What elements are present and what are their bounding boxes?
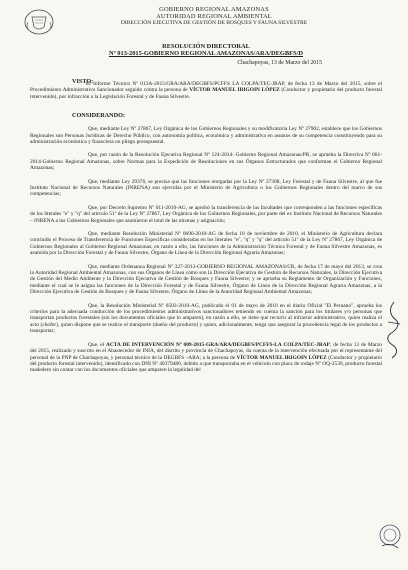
considerando-paragraph-7: Que, la Resolución Ministerial Nº 0503-2010-AG, publicado el 01 de mayo de 2010 en el diario Oficial "El Peruano", aprueba los criterios para la adecuada conducción de los procedimientos administrativos sancionadores teniendo en cuenta la sanción para los titulares y/o personas que transportan productos forestales (sin los documentos oficiales que lo amparen), en razón a ello, se tiene que recurrir al infractor administrativo, quien realiza el acto (chofer), quien dispone que se realice el transporte (dueño del producto) y quien, adicionalmente, tenga que asegurar la procedencia legal de los productos a transportar; <box>30 302 382 335</box>
p8-text-c: , de fecha 13 de Marzo del 2015, realizado y suscrito en el Abastecedor de INIA, del distrito y provincia de Chachapoyas, da cuenta de la intervención efectuada por el representante del personal de la PNP de Chachapoyas, y personal técnico de la DEGBFS –ARA; a la persona de <box>30 341 382 361</box>
considerando-label: CONSIDERANDO: <box>72 112 125 120</box>
p8-acta-number: ACTA DE INTERVENCIÓN Nº 009-2015-GRA/ARA/DEGBFS/PCFFS-LA COLPA/TEC-JRAP <box>105 341 330 348</box>
considerando-paragraph-4: Que, por Decreto Supremo Nº 011-2010-AG, se aprobó la transferencia de las facultades que corresponden a las funciones específicas de los literales "e" y "q" del artículo 51º de la Ley Nº 27867, Ley Orgánica de los Gobiernos Regionales, por parte del ex Instituto Nacional de Recursos Naturales – INRENA a los Gobiernos Regionales que asumieron el total de las mismas y asignación; <box>30 204 382 224</box>
considerando-paragraph-8 <box>30 342 382 374</box>
considerando-paragraph-6: Que, mediante Ordenanza Regional Nº 327-2013-GOBIERNO REGIONAL AMAZONAS/CR, de fecha 17 de mayo del 2013, se crea la Autoridad Regional Ambiental Amazonas, con sus Órganos de Línea como son la Dirección Ejecutiva de Gestión de Recursos Naturales, la Dirección Ejecutiva de Gestión del Medio Ambiente y la Dirección Ejecutiva de Gestión de Bosques y Fauna Silvestre; y se aprueba su Reglamento de Organización y Funciones, mediante el cual se le asigna las funciones de la Dirección Forestal y de Fauna Silvestre, Órgano de Línea de la Dirección Regional Agraria Amazonas, a la Dirección Ejecutiva de Gestión de Bosques y de Fauna Silvestre, Órgano de Línea de la Autoridad Regional Ambiental Amazonas; <box>30 263 382 296</box>
coat-of-arms-seal <box>22 8 56 36</box>
header-line-2: AUTORIDAD REGIONAL AMBIENTAL <box>156 13 272 20</box>
margin-stamp <box>378 520 402 550</box>
visto-person-name: VÍCTOR MANUEL IRIGOIN LÓPEZ <box>189 87 280 94</box>
header-line-1: GOBIERNO REGIONAL AMAZONAS <box>159 6 269 13</box>
visto-label: VISTO: <box>72 77 94 85</box>
header-line-3: DIRECCIÓN EJECUTIVA DE GESTIÓN DE BOSQUES Y FAUNA SILVESTRE <box>120 20 308 26</box>
letterhead <box>46 6 382 27</box>
considerando-paragraph-3: Que, mediante Ley 29376, se precisa que las funciones otorgadas por la Ley Nº 27308, Ley Forestal y de Fauna Silvestre, al que fue Instituto Nacional de Recursos Naturales (INRENA) son ejercidas por el Ministerio de Agricultura o los Gobiernos Regionales dentro del marco de sus competencias; <box>30 178 382 198</box>
resolution-title <box>30 43 382 57</box>
p8-text-e: (Conductor y propietario del producto forestal intervenido), identificado con DNI Nº 40379480, debido a que transportaba en el vehículo con placa de rodaje Nº OQ-2539, producto forestal madedero sin contar con los documentos oficiales que amparen la legalidad del <box>30 354 382 374</box>
visto-text-a: El Informe Técnico Nº 013A-2015/GRA/ARA/DEGBFS/PCFFS LA COLPA/TEC-JRAP, de fecha 13 de Marzo del 2015, sobre el Procedimiento Administrativo Sancionador seguido contra la persona de <box>30 80 382 94</box>
resolution-number: Nº 013-2015-GOBIERNO REGIONAL AMAZONAS/ARA/DEGBFS/D <box>108 49 304 57</box>
considerando-paragraph-2: Que, por razón de la Resolución Ejecutiva Regional Nº 124-2014- Gobierno Regional Amazonas/PR, se aprueba la Directiva Nº 001-2014-Gobierno Regional Amazonas, sobre Normas para la Expedición de Resoluciones en sus Órganos Estructurados que conforman el Gobierno Regional Amazonas; <box>30 152 382 172</box>
visto-text-b: (Conductor y propietario del producto forestal intervenido), por infracción a la Legislación Forestal y de Fauna Silvestre. <box>30 87 382 100</box>
considerando-paragraph-5: Que, mediante Resolución Ministerial Nº 0696-2010-AG de fecha 10 de noviembre de 2010, el Ministerio de Agricultura declara concluido el Proceso de Transferencia de Funciones Específicas consideradas en los literales "e", "q" y "q" del artículo 51º de la Ley Nº 27867, Ley Orgánica de Gobiernos Regionales al Gobierno Regional Amazonas; en razón a ello, las funciones de la Administración Técnica Forestal y de Fauna Silvestre Amazonas, es asumida por la Dirección Forestal y de Fauna Silvestre, Órgano de Línea de la Dirección Regional Agraria Amazonas; <box>30 231 382 257</box>
p8-text-a: Que, el <box>88 341 106 348</box>
resolution-date: Chachapoyas, 13 de Marzo del 2015 <box>237 59 322 66</box>
p8-person-name: VÍCTOR MANUEL IRIGOIN LÓPEZ <box>236 354 327 361</box>
resolution-type: RESOLUCIÓN DIRECTORAL <box>162 42 250 50</box>
margin-signature <box>382 300 404 360</box>
considerando-paragraph-1: Que, mediante Ley Nº 27867, Ley Orgánica de los Gobiernos Regionales y su modificatoria Ley Nº 27902, establece que los Gobiernos Regionales son Personas Jurídicas de Derecho Público, con autonomía política, económica y administrativa en asuntos de su competencia constituyendo para su administración económica y financiera un pliego presupuestal. <box>30 126 382 145</box>
